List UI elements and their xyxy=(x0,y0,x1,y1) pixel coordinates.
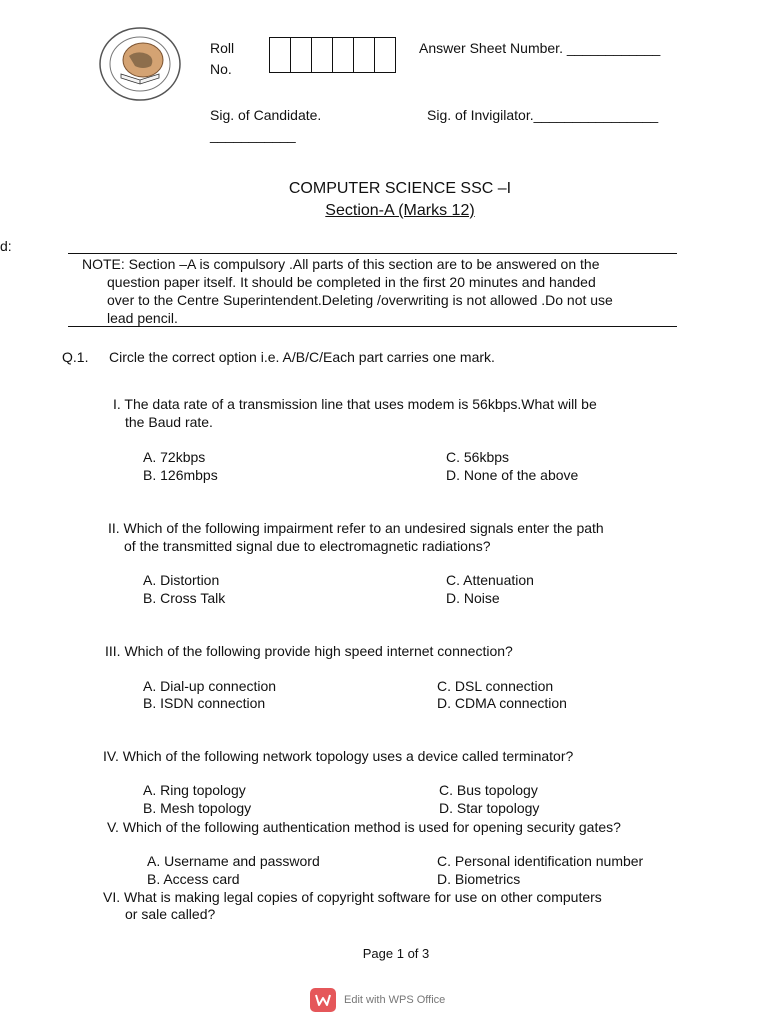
board-emblem-logo xyxy=(97,26,183,102)
question-text: or sale called? xyxy=(125,906,216,922)
roll-digit-box[interactable] xyxy=(270,38,291,72)
option-b[interactable]: B. 126mbps xyxy=(143,467,218,483)
candidate-signature-line: ___________ xyxy=(210,127,296,143)
note-top-rule xyxy=(68,253,677,254)
roll-no-label: No. xyxy=(210,61,232,77)
note-line: question paper itself. It should be completed in the first 20 minutes and handed xyxy=(107,274,596,290)
note-line: lead pencil. xyxy=(107,310,178,326)
option-b[interactable]: B. ISDN connection xyxy=(143,695,266,711)
option-d[interactable]: D. CDMA connection xyxy=(437,695,567,711)
option-c[interactable]: C. Bus topology xyxy=(439,782,538,798)
question-text: IV. Which of the following network topology uses a device called terminator? xyxy=(103,748,574,764)
option-c[interactable]: C. Personal identification number xyxy=(437,853,644,869)
option-c[interactable]: C. Attenuation xyxy=(446,572,534,588)
option-c[interactable]: C. DSL connection xyxy=(437,678,554,694)
page-number: Page 1 of 3 xyxy=(362,946,430,961)
question-text: of the transmitted signal due to electromagnetic radiations? xyxy=(124,538,491,554)
roll-number-boxes[interactable] xyxy=(269,37,396,73)
note-bottom-rule xyxy=(68,326,677,327)
section-heading: Section-A (Marks 12) xyxy=(325,202,475,219)
option-a[interactable]: A. Dial-up connection xyxy=(143,678,277,694)
question-instruction: Circle the correct option i.e. A/B/C/Each part carries one mark. xyxy=(109,349,495,365)
option-a[interactable]: A. Distortion xyxy=(143,572,220,588)
question-number: Q.1. xyxy=(62,349,89,365)
option-b[interactable]: B. Cross Talk xyxy=(143,590,226,606)
option-d[interactable]: D. Star topology xyxy=(439,800,540,816)
question-text: I. The data rate of a transmission line that uses modem is 56kbps.What will be xyxy=(113,396,597,412)
option-a[interactable]: A. 72kbps xyxy=(143,449,206,465)
wps-edit-link[interactable]: Edit with WPS Office xyxy=(344,994,446,1006)
option-d[interactable]: D. Biometrics xyxy=(437,871,521,887)
option-a[interactable]: A. Ring topology xyxy=(143,782,246,798)
wps-logo-icon xyxy=(310,988,336,1012)
option-b[interactable]: B. Access card xyxy=(147,871,240,887)
roll-digit-box[interactable] xyxy=(312,38,333,72)
answer-sheet-number-field: Answer Sheet Number. ____________ xyxy=(419,40,661,56)
margin-fragment: d: xyxy=(0,238,12,254)
roll-label: Roll xyxy=(210,40,235,56)
exam-title: COMPUTER SCIENCE SSC –I xyxy=(288,180,512,197)
question-text: VI. What is making legal copies of copyright software for use on other computers xyxy=(103,889,602,905)
wps-edit-banner[interactable] xyxy=(310,988,445,1012)
option-d[interactable]: D. Noise xyxy=(446,590,500,606)
roll-digit-box[interactable] xyxy=(291,38,312,72)
option-d[interactable]: D. None of the above xyxy=(446,467,579,483)
question-text: III. Which of the following provide high speed internet connection? xyxy=(105,643,513,659)
option-a[interactable]: A. Username and password xyxy=(147,853,320,869)
note-line: over to the Centre Superintendent.Deleting /overwriting is not allowed .Do not use xyxy=(107,292,613,308)
candidate-signature-label: Sig. of Candidate. xyxy=(210,107,322,123)
option-b[interactable]: B. Mesh topology xyxy=(143,800,252,816)
roll-digit-box[interactable] xyxy=(333,38,354,72)
roll-digit-box[interactable] xyxy=(375,38,395,72)
instructions-note xyxy=(82,255,676,327)
option-c[interactable]: C. 56kbps xyxy=(446,449,510,465)
invigilator-signature-field: Sig. of Invigilator.________________ xyxy=(427,107,659,123)
note-line: NOTE: Section –A is compulsory .All parts of this section are to be answered on the xyxy=(82,256,600,272)
roll-digit-box[interactable] xyxy=(354,38,375,72)
question-text: the Baud rate. xyxy=(125,414,213,430)
question-text: V. Which of the following authentication method is used for opening security gates? xyxy=(107,819,621,835)
question-text: II. Which of the following impairment refer to an undesired signals enter the path xyxy=(108,520,604,536)
